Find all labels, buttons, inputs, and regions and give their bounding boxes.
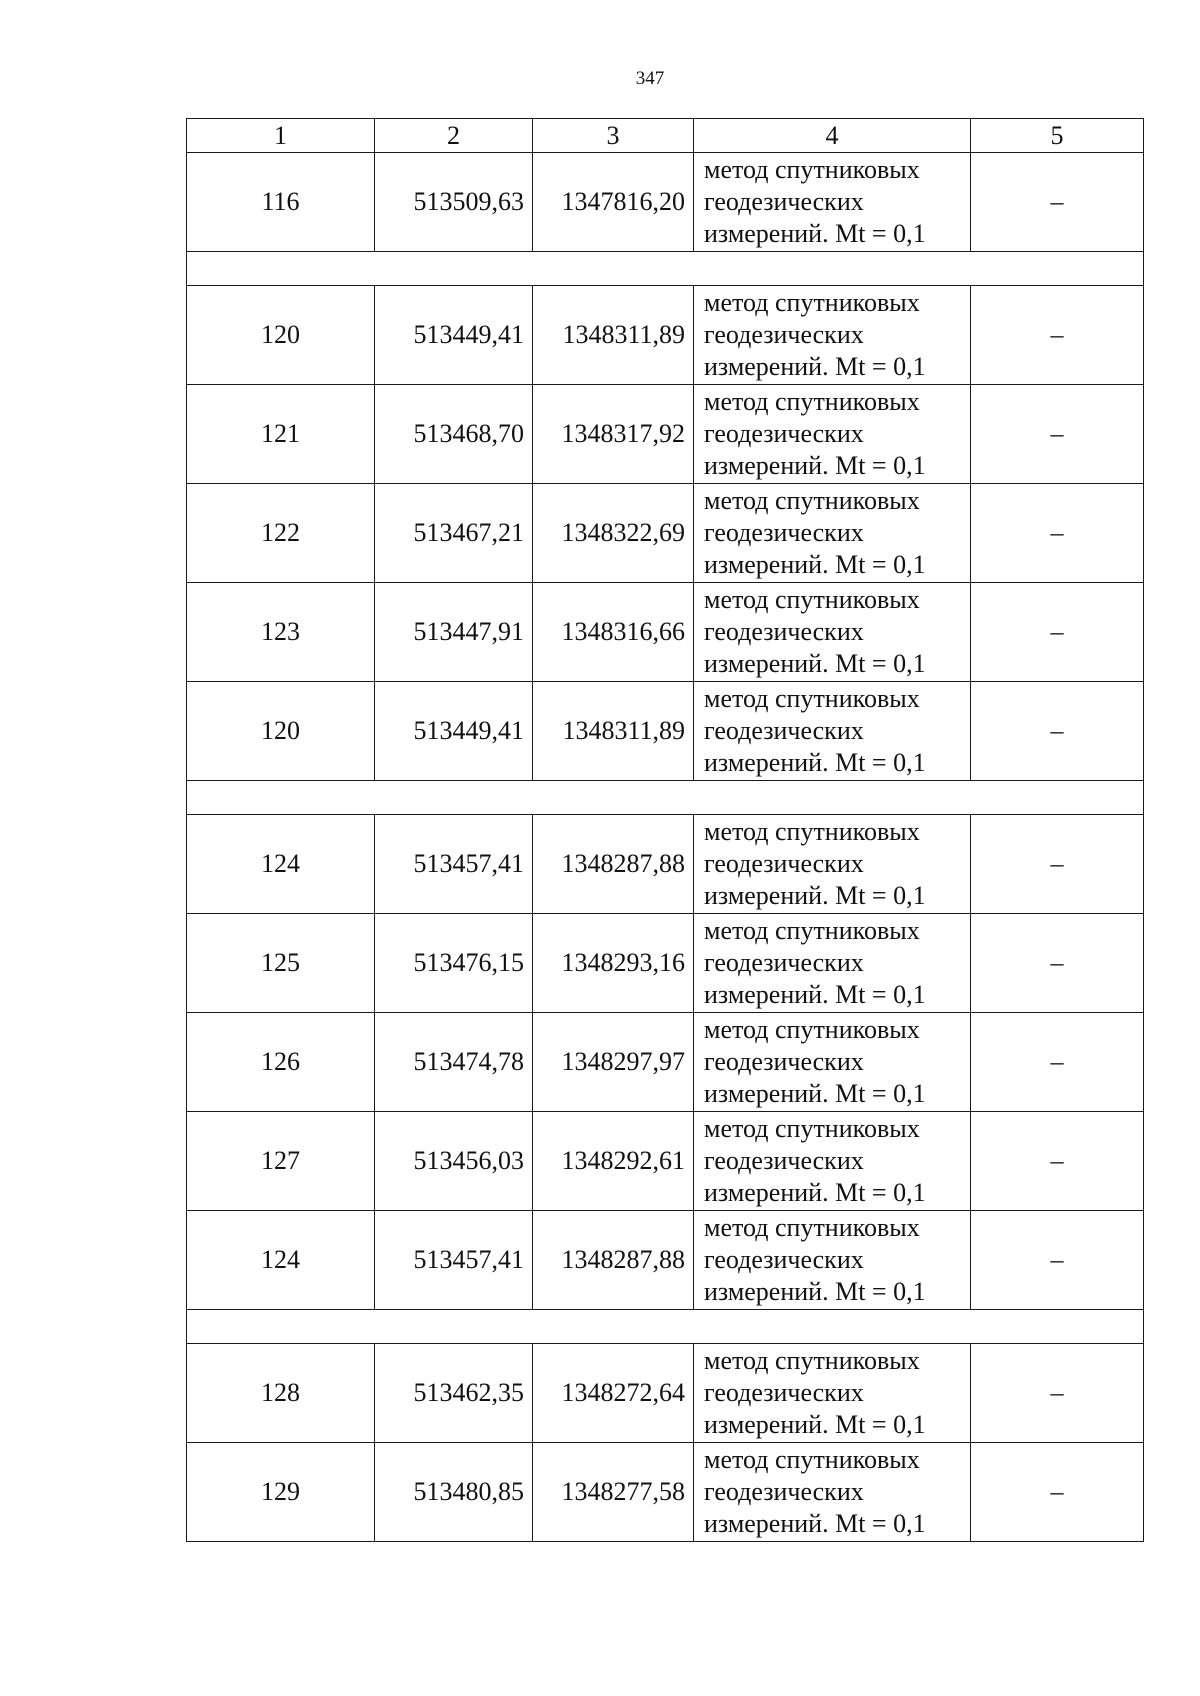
- x-coordinate-cell: 513462,35: [375, 1344, 533, 1443]
- separator-cell: [187, 781, 1144, 815]
- method-line: геодезических: [704, 1378, 864, 1407]
- x-coordinate-cell: 513476,15: [375, 914, 533, 1013]
- method-line: измерений. Mt = 0,1: [704, 1509, 926, 1538]
- y-coordinate-cell: 1348287,88: [533, 815, 694, 914]
- table-row: [187, 385, 1144, 484]
- y-coordinate-cell: 1348272,64: [533, 1344, 694, 1443]
- point-number-cell: 126: [187, 1013, 375, 1112]
- table-row: [187, 286, 1144, 385]
- table-row: [187, 1211, 1144, 1310]
- method-cell: [694, 484, 971, 583]
- method-cell: [694, 1344, 971, 1443]
- table-row: [187, 484, 1144, 583]
- point-number-cell: 121: [187, 385, 375, 484]
- separator-row: [187, 1310, 1144, 1344]
- method-cell: [694, 385, 971, 484]
- method-line: метод спутниковых: [704, 486, 920, 515]
- table-body: [187, 153, 1144, 1542]
- note-cell: –: [971, 1013, 1144, 1112]
- method-line: метод спутниковых: [704, 155, 920, 184]
- point-number-cell: 116: [187, 153, 375, 252]
- method-line: геодезических: [704, 617, 864, 646]
- x-coordinate-cell: 513449,41: [375, 682, 533, 781]
- method-line: метод спутниковых: [704, 1114, 920, 1143]
- x-coordinate-cell: 513467,21: [375, 484, 533, 583]
- table-row: [187, 1443, 1144, 1542]
- method-cell: [694, 1112, 971, 1211]
- method-cell: [694, 815, 971, 914]
- method-line: геодезических: [704, 187, 864, 216]
- method-line: геодезических: [704, 948, 864, 977]
- y-coordinate-cell: 1348317,92: [533, 385, 694, 484]
- method-line: измерений. Mt = 0,1: [704, 1079, 926, 1108]
- method-line: метод спутниковых: [704, 684, 920, 713]
- point-number-cell: 127: [187, 1112, 375, 1211]
- y-coordinate-cell: 1347816,20: [533, 153, 694, 252]
- table-row: [187, 815, 1144, 914]
- header-cell-5: 5: [971, 119, 1144, 153]
- note-cell: –: [971, 385, 1144, 484]
- method-line: метод спутниковых: [704, 1445, 920, 1474]
- x-coordinate-cell: 513468,70: [375, 385, 533, 484]
- point-number-cell: 120: [187, 286, 375, 385]
- note-cell: –: [971, 1112, 1144, 1211]
- note-cell: –: [971, 815, 1144, 914]
- x-coordinate-cell: 513456,03: [375, 1112, 533, 1211]
- point-number-cell: 129: [187, 1443, 375, 1542]
- method-line: геодезических: [704, 320, 864, 349]
- point-number-cell: 123: [187, 583, 375, 682]
- y-coordinate-cell: 1348311,89: [533, 682, 694, 781]
- x-coordinate-cell: 513480,85: [375, 1443, 533, 1542]
- method-line: измерений. Mt = 0,1: [704, 881, 926, 910]
- x-coordinate-cell: 513509,63: [375, 153, 533, 252]
- x-coordinate-cell: 513474,78: [375, 1013, 533, 1112]
- separator-cell: [187, 252, 1144, 286]
- method-cell: [694, 914, 971, 1013]
- point-number-cell: 125: [187, 914, 375, 1013]
- point-number-cell: 122: [187, 484, 375, 583]
- method-line: метод спутниковых: [704, 1213, 920, 1242]
- y-coordinate-cell: 1348316,66: [533, 583, 694, 682]
- note-cell: –: [971, 583, 1144, 682]
- point-number-cell: 128: [187, 1344, 375, 1443]
- header-cell-1: 1: [187, 119, 375, 153]
- note-cell: –: [971, 682, 1144, 781]
- method-line: метод спутниковых: [704, 288, 920, 317]
- method-line: измерений. Mt = 0,1: [704, 649, 926, 678]
- method-line: измерений. Mt = 0,1: [704, 748, 926, 777]
- method-line: измерений. Mt = 0,1: [704, 1410, 926, 1439]
- method-line: геодезических: [704, 419, 864, 448]
- page-number: 347: [635, 68, 665, 89]
- header-cell-2: 2: [375, 119, 533, 153]
- method-line: измерений. Mt = 0,1: [704, 1178, 926, 1207]
- method-line: метод спутниковых: [704, 817, 920, 846]
- header-cell-3: 3: [533, 119, 694, 153]
- method-line: измерений. Mt = 0,1: [704, 550, 926, 579]
- method-line: метод спутниковых: [704, 585, 920, 614]
- separator-row: [187, 781, 1144, 815]
- separator-cell: [187, 1310, 1144, 1344]
- method-line: измерений. Mt = 0,1: [704, 980, 926, 1009]
- method-line: метод спутниковых: [704, 387, 920, 416]
- note-cell: –: [971, 914, 1144, 1013]
- method-line: геодезических: [704, 518, 864, 547]
- header-cell-4: 4: [694, 119, 971, 153]
- note-cell: –: [971, 484, 1144, 583]
- point-number-cell: 124: [187, 1211, 375, 1310]
- separator-row: [187, 252, 1144, 286]
- y-coordinate-cell: 1348287,88: [533, 1211, 694, 1310]
- y-coordinate-cell: 1348292,61: [533, 1112, 694, 1211]
- method-line: геодезических: [704, 1047, 864, 1076]
- point-number-cell: 124: [187, 815, 375, 914]
- note-cell: –: [971, 286, 1144, 385]
- method-line: измерений. Mt = 0,1: [704, 352, 926, 381]
- table-row: [187, 583, 1144, 682]
- note-cell: –: [971, 1211, 1144, 1310]
- method-line: метод спутниковых: [704, 1015, 920, 1044]
- table-row: [187, 682, 1144, 781]
- method-line: геодезических: [704, 716, 864, 745]
- x-coordinate-cell: 513457,41: [375, 815, 533, 914]
- method-cell: [694, 583, 971, 682]
- method-line: метод спутниковых: [704, 1346, 920, 1375]
- method-line: геодезических: [704, 1146, 864, 1175]
- method-cell: [694, 286, 971, 385]
- point-number-cell: 120: [187, 682, 375, 781]
- method-cell: [694, 1013, 971, 1112]
- x-coordinate-cell: 513447,91: [375, 583, 533, 682]
- method-cell: [694, 1211, 971, 1310]
- table-row: [187, 153, 1144, 252]
- method-line: геодезических: [704, 1245, 864, 1274]
- note-cell: –: [971, 1344, 1144, 1443]
- method-line: измерений. Mt = 0,1: [704, 1277, 926, 1306]
- table-row: [187, 1013, 1144, 1112]
- method-line: измерений. Mt = 0,1: [704, 219, 926, 248]
- note-cell: –: [971, 153, 1144, 252]
- y-coordinate-cell: 1348277,58: [533, 1443, 694, 1542]
- y-coordinate-cell: 1348311,89: [533, 286, 694, 385]
- header-row: [187, 119, 1144, 153]
- method-cell: [694, 1443, 971, 1542]
- y-coordinate-cell: 1348322,69: [533, 484, 694, 583]
- y-coordinate-cell: 1348297,97: [533, 1013, 694, 1112]
- method-line: геодезических: [704, 849, 864, 878]
- method-line: метод спутниковых: [704, 916, 920, 945]
- note-cell: –: [971, 1443, 1144, 1542]
- method-line: геодезических: [704, 1477, 864, 1506]
- y-coordinate-cell: 1348293,16: [533, 914, 694, 1013]
- coordinates-table: [186, 118, 1144, 1542]
- table-row: [187, 914, 1144, 1013]
- method-cell: [694, 682, 971, 781]
- table-row: [187, 1344, 1144, 1443]
- table-row: [187, 1112, 1144, 1211]
- x-coordinate-cell: 513457,41: [375, 1211, 533, 1310]
- x-coordinate-cell: 513449,41: [375, 286, 533, 385]
- method-cell: [694, 153, 971, 252]
- method-line: измерений. Mt = 0,1: [704, 451, 926, 480]
